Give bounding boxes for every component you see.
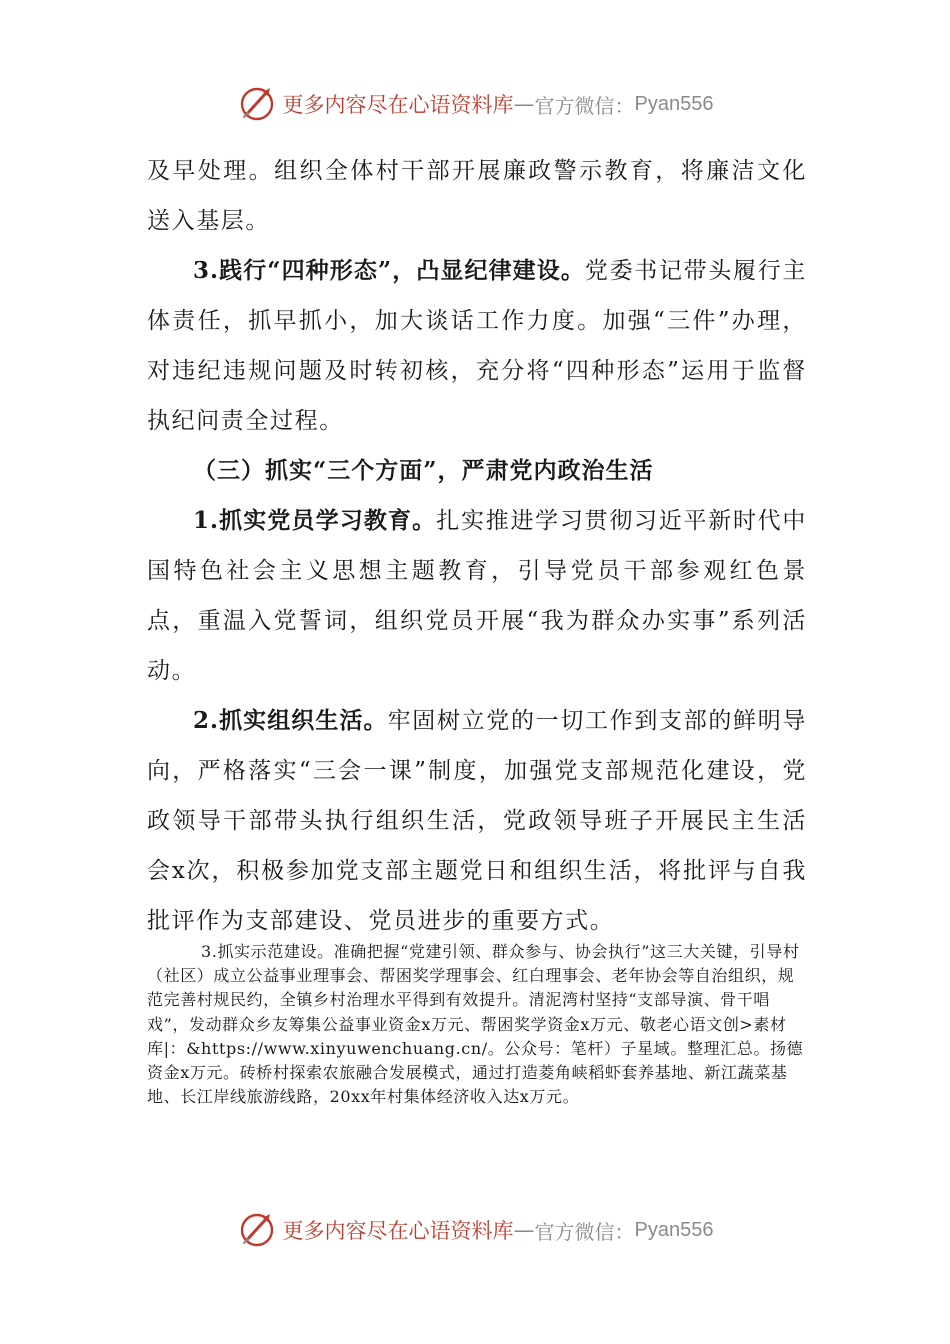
paragraph-4 — [147, 696, 807, 946]
paragraph-3 — [147, 496, 807, 696]
document-body — [147, 146, 807, 946]
banner-title: 更多内容尽在心语资料库 — [282, 1219, 514, 1243]
paragraph-3-lead: 1.抓实党员学习教育。 — [193, 507, 437, 534]
banner-dash: — — [513, 1218, 535, 1242]
paragraph-2-lead: 3.践行“四种形态”，凸显纪律建设。 — [193, 257, 585, 284]
paragraph-2-body: 党委书记带头履行主体责任，抓早抓小，加大谈话工作力度。加强“三件”办理，对违纪违规问题及时转初核，充分将“四种形态”运用于监督执纪问责全过程。 — [147, 258, 807, 434]
pen-logo-icon — [237, 84, 277, 124]
paragraph-4-body: 牢固树立党的一切工作到支部的鲜明导向，严格落实“三会一课”制度，加强党支部规范化建设，党政领导干部带头执行组织生活，党政领导班子开展民主生活会x次，积极参加党支部主题党日和组织生活，将批评与自我批评作为支部建设、党员进步的重要方式。 — [147, 708, 807, 934]
paragraph-3-body: 扎实推进学习贯彻习近平新时代中国特色社会主义思想主题教育，引导党员干部参观红色景点，重温入党誓词，组织党员开展“我为群众办实事”系列活动。 — [147, 508, 808, 684]
paragraph-4-lead: 2.抓实组织生活。 — [193, 707, 388, 734]
banner-title: 更多内容尽在心语资料库 — [282, 93, 514, 117]
banner-dash: — — [513, 92, 535, 116]
section-heading-3: （三）抓实“三个方面”，严肃党内政治生活 — [193, 457, 654, 484]
banner-wechat-label: 官方微信： — [534, 93, 635, 118]
banner-wechat-id: Pyan556 — [634, 1218, 714, 1241]
footer-banner — [0, 1206, 950, 1254]
banner-wechat-label: 官方微信： — [534, 1219, 635, 1244]
header-banner — [0, 80, 950, 128]
paragraph-1: 及早处理。组织全体村干部开展廉政警示教育，将廉洁文化送入基层。 — [147, 158, 807, 234]
paragraph-5-small: 3.抓实示范建设。准确把握“党建引领、群众参与、协会执行”这三大关键，引导村（社区）成立公益事业理事会、帮困奖学理事会、红白理事会、老年协会等自治组织，规范完善村规民约，全镇乡村治理水平得到有效提升。清泥湾村坚持“支部导演、骨干唱戏”，发动群众乡友筹集公益事业资金x万元、帮困奖学资金x万元、敬老心语文创>素材库|：&https://www.xinyuwenchuang.cn/。公众号：笔杆）子星域。整理汇总。扬德资金x万元。砖桥村探索农旅融合发展模式，通过打造菱角峡稻虾套养基地、新江蔬菜基地、长江岸线旅游线路，20xx年村集体经济收入达x万元。 — [147, 942, 804, 1107]
banner-wechat-id: Pyan556 — [634, 92, 714, 115]
pen-logo-icon — [237, 1210, 277, 1250]
paragraph-2 — [147, 246, 807, 446]
